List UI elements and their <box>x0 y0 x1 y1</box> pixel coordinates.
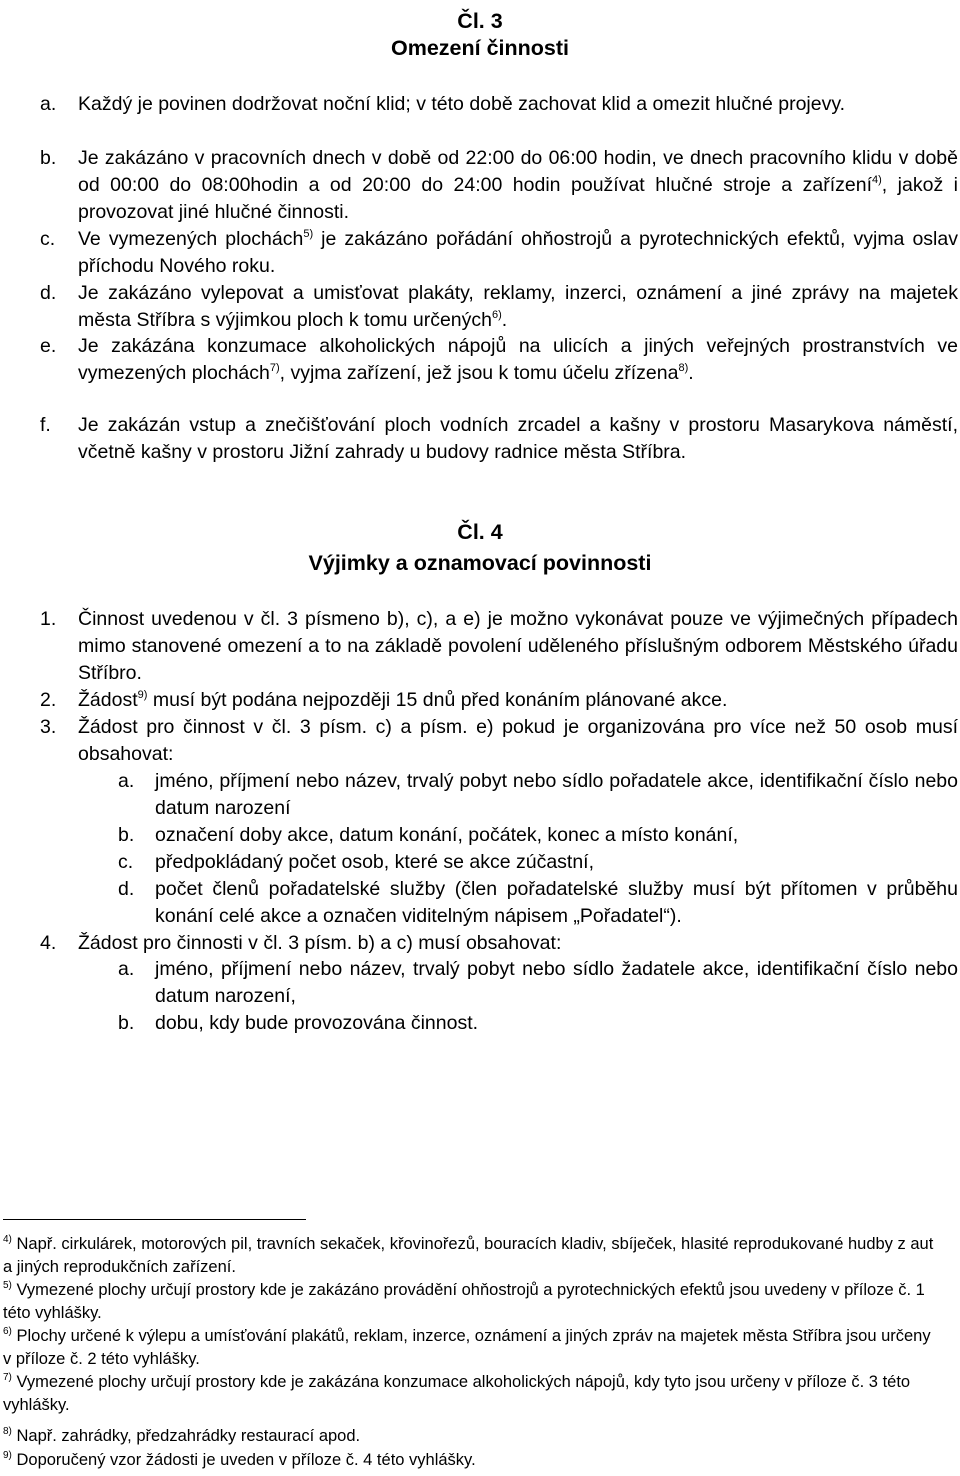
footnote-mark: 9) <box>3 1450 12 1461</box>
article-4-item-3 <box>40 714 958 768</box>
item-marker: f. <box>40 414 51 436</box>
item-marker: 3. <box>40 716 57 738</box>
item-marker: d. <box>40 282 57 304</box>
footnote-mark: 8) <box>3 1426 12 1437</box>
footnote-ref[interactable]: 5) <box>303 228 314 240</box>
footnote-mark: 7) <box>3 1372 12 1383</box>
footnote-mark: 6) <box>3 1326 12 1337</box>
article-3-item-b <box>40 145 958 226</box>
article-4-item-3-sub-a <box>118 768 958 822</box>
article-3-item-e <box>40 333 958 387</box>
item-text: Ve vymezených plochách$^{5)}$ je zakázáno pořádání ohňostrojů a pyrotechnických efektů, vyjma oslav příchodu Nového roku. <box>78 228 958 277</box>
footnote-6 <box>3 1325 943 1371</box>
item-marker: c. <box>40 228 56 250</box>
article-4-item-3-sub-d <box>118 876 958 930</box>
footnote-text: Např. zahrádky, předzahrádky restaurací apod. <box>11 1427 361 1445</box>
article-4-item-3-sub-b <box>118 822 958 849</box>
article-4-item-1 <box>40 606 958 687</box>
footnote-text: Např. cirkulárek, motorových pil, travních sekaček, křovinořezů, bouracích kladiv, sbíječek, hlasité reprodukované hudby z aut a jiných reprodukčních zařízení. <box>3 1235 934 1276</box>
item-text: Je zakázáno v pracovních dnech v době od 22:00 do 06:00 hodin, ve dnech pracovního klidu v době od 00:00 do 08:00hodin a od 20:00 do 24:00 hodin používat hlučné stroje a zařízení$^{4)}$, jakož i provozovat jiné hlučné činnosti. <box>78 147 959 223</box>
item-text: Žádost$^{9)}$ musí být podána nejpozději 15 dnů před konáním plánované akce. <box>78 689 728 711</box>
footnote-text: Vymezené plochy určují prostory kde je zakázána konzumace alkoholických nápojů, kdy tyto jsou určeny v příloze č. 3 této vyhlášky. <box>3 1373 911 1414</box>
article-4-item-4-sub-b <box>118 1010 958 1037</box>
footnote-ref[interactable]: 9) <box>137 689 148 701</box>
article-4-item-4-sub-a <box>118 956 958 1010</box>
sub-marker: d. <box>118 878 135 900</box>
footnote-ref[interactable]: 8) <box>678 362 689 374</box>
sub-marker: a. <box>118 770 135 792</box>
article-4-number: Čl. 4 <box>457 520 503 544</box>
footnote-separator <box>3 1219 306 1220</box>
sub-text: dobu, kdy bude provozována činnost. <box>155 1012 479 1034</box>
footnote-ref[interactable]: 4) <box>872 174 882 186</box>
sub-marker: b. <box>118 1012 135 1034</box>
article-3-item-c <box>40 226 958 280</box>
item-text: Žádost pro činnost v čl. 3 písm. c) a písm. e) pokud je organizována pro více než 50 osob musí obsahovat: <box>78 716 958 765</box>
footnote-7 <box>3 1371 943 1417</box>
footnote-text: Doporučený vzor žádosti je uveden v příloze č. 4 této vyhlášky. <box>11 1451 476 1469</box>
article-4-title: Výjimky a oznamovací povinnosti <box>308 551 652 575</box>
article-4-item-2 <box>40 687 958 714</box>
footnote-mark: 5) <box>3 1280 12 1291</box>
sub-text: předpokládaný počet osob, které se akce zúčastní, <box>155 851 595 873</box>
article-3-item-f <box>40 412 958 466</box>
item-marker: a. <box>40 93 57 115</box>
article-4-item-4 <box>40 930 958 957</box>
item-marker: 4. <box>40 932 57 954</box>
article-3-title: Omezení činnosti <box>390 36 569 60</box>
item-marker: 2. <box>40 689 57 711</box>
sub-text: jméno, příjmení nebo název, trvalý pobyt nebo sídlo pořadatele akce, identifikační číslo nebo datum narození <box>155 770 958 819</box>
footnote-ref[interactable]: 7) <box>269 362 280 374</box>
item-text: Je zakázáno vylepovat a umisťovat plakáty, reklamy, inzerci, oznámení a jiné zprávy na majetek města Stříbra s výjimkou ploch k tomu určených$^{6)}$. <box>78 282 958 331</box>
item-text: Žádost pro činnosti v čl. 3 písm. b) a c) musí obsahovat: <box>78 932 562 954</box>
article-4-item-3-sub-c <box>118 849 958 876</box>
article-3-item-a <box>40 91 958 118</box>
sub-text: jméno, příjmení nebo název, trvalý pobyt nebo sídlo žadatele akce, identifikační číslo nebo datum narození, <box>155 958 958 1007</box>
sub-marker: c. <box>118 851 134 873</box>
sub-text: označení doby akce, datum konání, počátek, konec a místo konání, <box>155 824 739 846</box>
sub-marker: b. <box>118 824 135 846</box>
footnote-text: Vymezené plochy určují prostory kde je zakázáno provádění ohňostrojů a pyrotechnických efektů jsou uvedeny v příloze č. 1 této vyhlášky. <box>3 1281 925 1322</box>
footnote-8 <box>3 1425 943 1448</box>
item-marker: 1. <box>40 608 57 630</box>
footnote-mark: 4) <box>3 1234 12 1245</box>
sub-text: počet členů pořadatelské služby (člen pořadatelské služby musí být přítomen v průběhu konání celé akce a označen viditelným nápisem „Pořadatel“). <box>155 878 958 927</box>
footnote-4 <box>3 1233 943 1279</box>
item-text: Je zakázána konzumace alkoholických nápojů na ulicích a jiných veřejných prostranstvích ve vymezených plochách$^{7)}$, vyjma zařízení, jež jsou k tomu účelu zřízena$^{8)}$. <box>78 335 958 384</box>
sub-marker: a. <box>118 958 135 980</box>
footnote-9 <box>3 1449 943 1472</box>
footnote-ref[interactable]: 6) <box>492 309 502 321</box>
item-text: Každý je povinen dodržovat noční klid; v této době zachovat klid a omezit hlučné projevy. <box>78 93 846 115</box>
item-marker: b. <box>40 147 57 169</box>
footnote-text: Plochy určené k výlepu a umísťování plakátů, reklam, inzerce, oznámení a jiných zpráv na majetek města Stříbra jsou určeny v příloze č. 2 této vyhlášky. <box>3 1327 931 1368</box>
footnote-5 <box>3 1279 943 1325</box>
article-3-number: Čl. 3 <box>457 9 503 33</box>
item-text: Činnost uvedenou v čl. 3 písmeno b), c), a e) je možno vykonávat pouze ve výjimečných případech mimo stanovené omezení a to na základě povolení uděleného příslušným odborem Městského úřadu Stříbro. <box>78 608 958 684</box>
item-marker: e. <box>40 335 57 357</box>
article-3-item-d <box>40 280 958 334</box>
item-text: Je zakázán vstup a znečišťování ploch vodních zrcadel a kašny v prostoru Masarykova náměstí, včetně kašny v prostoru Jižní zahrady u budovy radnice města Stříbra. <box>78 414 958 463</box>
